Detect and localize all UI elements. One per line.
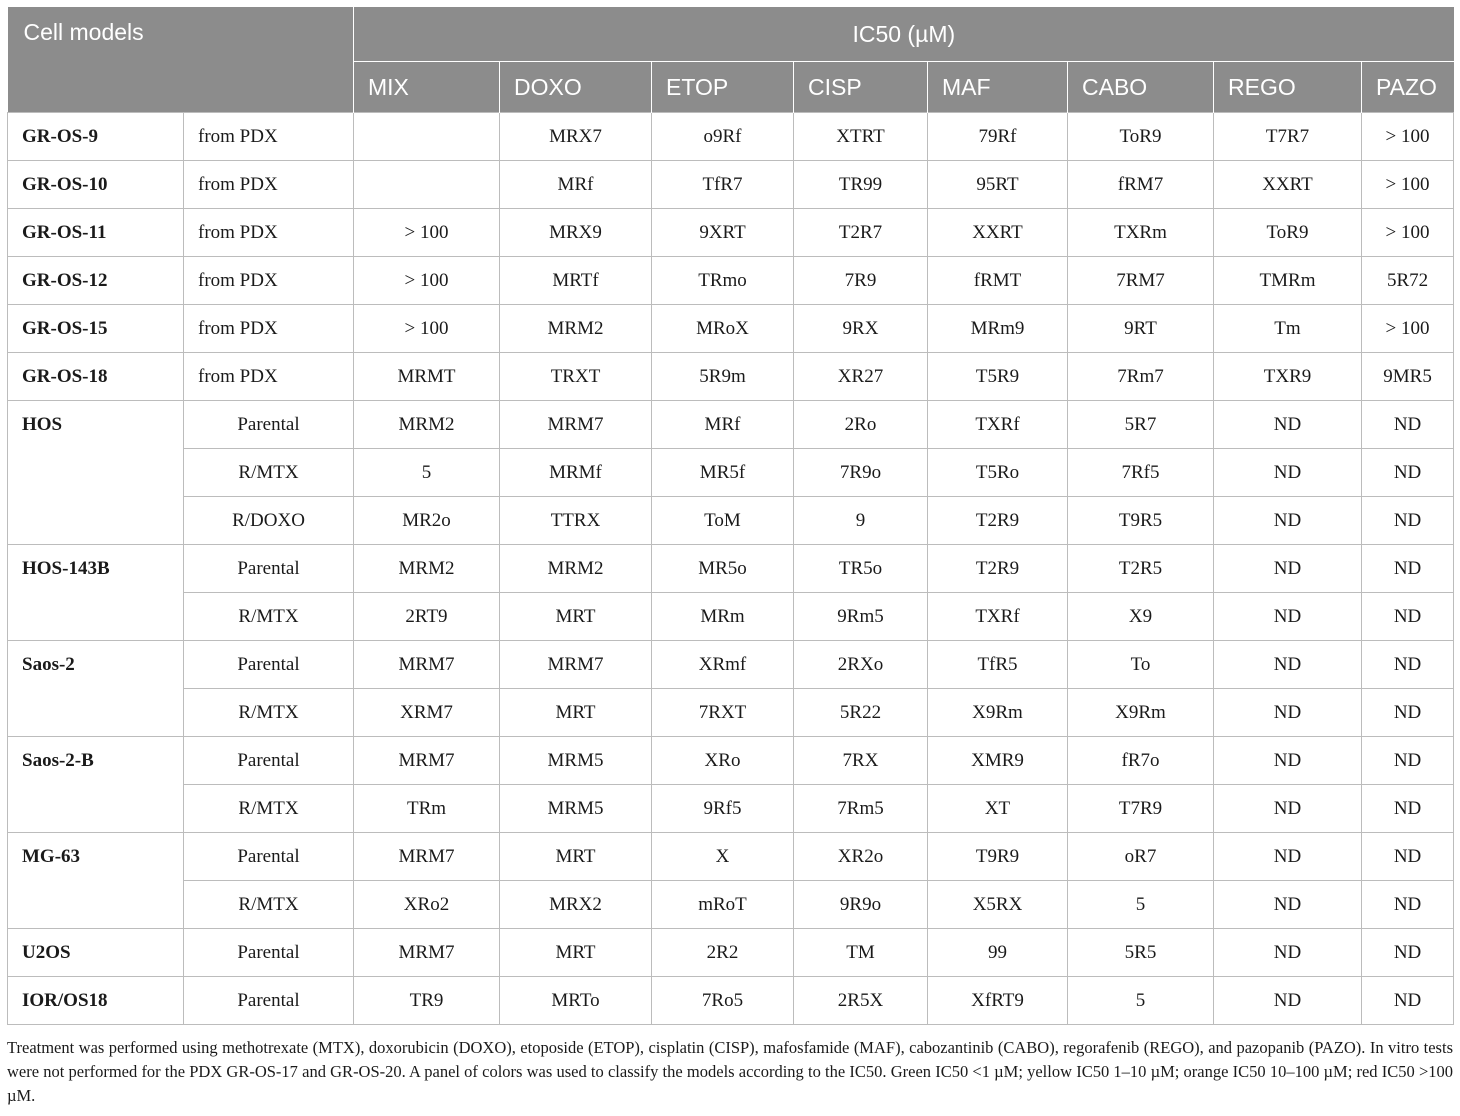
ic50-value-cell: ND [1362, 785, 1454, 833]
cell-model-type: Parental [184, 641, 354, 689]
drug-header: CABO [1068, 62, 1214, 113]
ic50-value-cell: T5Ro [928, 449, 1068, 497]
cell-model-type: from PDX [184, 161, 354, 209]
ic50-value-cell: 7RM7 [1068, 257, 1214, 305]
ic50-table [7, 7, 1454, 1025]
ic50-value-cell: ND [1362, 593, 1454, 641]
ic50-value-cell: 2Ro [794, 401, 928, 449]
cell-model-type: Parental [184, 737, 354, 785]
drug-header: MIX [354, 62, 500, 113]
ic50-value-cell: 9MR5 [1362, 353, 1454, 401]
cell-models-header: Cell models [8, 7, 354, 113]
ic50-value-cell: ND [1214, 449, 1362, 497]
ic50-value-cell [354, 113, 500, 161]
ic50-value-cell: 5R7 [1068, 401, 1214, 449]
ic50-value-cell: MRM2 [354, 545, 500, 593]
ic50-value-cell: ND [1214, 929, 1362, 977]
ic50-value-cell: 5R72 [1362, 257, 1454, 305]
ic50-value-cell: XXRT [1214, 161, 1362, 209]
table-row [8, 449, 1454, 497]
ic50-value-cell: 7Rm7 [1068, 353, 1214, 401]
ic50-value-cell: MRT [500, 929, 652, 977]
cell-model-name: GR-OS-12 [8, 257, 184, 305]
ic50-value-cell: 7R9 [794, 257, 928, 305]
table-row [8, 833, 1454, 881]
ic50-value-cell: 5 [354, 449, 500, 497]
table-row [8, 209, 1454, 257]
ic50-value-cell: 9R9o [794, 881, 928, 929]
ic50-value-cell: MRm [652, 593, 794, 641]
cell-model-type: R/MTX [184, 449, 354, 497]
cell-model-type: R/DOXO [184, 497, 354, 545]
ic50-value-cell: ND [1362, 401, 1454, 449]
ic50-value-cell: 99 [928, 929, 1068, 977]
cell-model-type: R/MTX [184, 593, 354, 641]
ic50-value-cell: T2R9 [928, 497, 1068, 545]
ic50-value-cell: TXRf [928, 593, 1068, 641]
ic50-value-cell: TfR7 [652, 161, 794, 209]
ic50-value-cell: TRmo [652, 257, 794, 305]
ic50-value-cell: XXRT [928, 209, 1068, 257]
ic50-value-cell: X9 [1068, 593, 1214, 641]
ic50-value-cell: X9Rm [1068, 689, 1214, 737]
ic50-value-cell: 7R9o [794, 449, 928, 497]
table-row [8, 785, 1454, 833]
ic50-value-cell: ND [1362, 689, 1454, 737]
table-row [8, 929, 1454, 977]
ic50-value-cell: MRT [500, 689, 652, 737]
table-row [8, 353, 1454, 401]
cell-model-name: HOS [8, 401, 184, 545]
ic50-value-cell: MR5o [652, 545, 794, 593]
ic50-value-cell: > 100 [1362, 209, 1454, 257]
table-row [8, 881, 1454, 929]
ic50-value-cell: 2RXo [794, 641, 928, 689]
table-row [8, 497, 1454, 545]
ic50-value-cell: 7Rm5 [794, 785, 928, 833]
table-row [8, 977, 1454, 1025]
ic50-value-cell: ND [1362, 737, 1454, 785]
cell-model-type: from PDX [184, 209, 354, 257]
cell-model-type: R/MTX [184, 881, 354, 929]
drug-header: MAF [928, 62, 1068, 113]
cell-model-type: Parental [184, 833, 354, 881]
ic50-value-cell: TR99 [794, 161, 928, 209]
ic50-value-cell: XRM7 [354, 689, 500, 737]
table-row [8, 545, 1454, 593]
ic50-value-cell: 2R2 [652, 929, 794, 977]
table-footnote: Treatment was performed using methotrexate (MTX), doxorubicin (DOXO), etoposide (ETOP), cisplatin (CISP), mafosfamide (MAF), cabozantinib (CABO), regorafenib (REGO), and pazopanib (PAZO). In vitro tests were not performed for the PDX GR-OS-17 and GR-OS-20. A panel of colors was used to classify the models according to the IC50. Green IC50 <1 µM; yellow IC50 1–10 µM; orange IC50 10–100 µM; red IC50 >100 µM. [7, 1038, 1453, 1105]
ic50-value-cell: 5R9m [652, 353, 794, 401]
ic50-value-cell: TXR9 [1214, 353, 1362, 401]
ic50-value-cell: MRM7 [354, 929, 500, 977]
ic50-value-cell: ND [1214, 737, 1362, 785]
ic50-value-cell: 7Rf5 [1068, 449, 1214, 497]
ic50-value-cell: 9RX [794, 305, 928, 353]
ic50-value-cell: MRTf [500, 257, 652, 305]
ic50-value-cell: TMRm [1214, 257, 1362, 305]
ic50-value-cell: 9XRT [652, 209, 794, 257]
ic50-value-cell: ND [1214, 833, 1362, 881]
ic50-value-cell: MRM7 [354, 833, 500, 881]
cell-model-type: Parental [184, 401, 354, 449]
ic50-value-cell: MRf [652, 401, 794, 449]
cell-model-name: MG-63 [8, 833, 184, 929]
cell-model-name: GR-OS-9 [8, 113, 184, 161]
ic50-value-cell: MRm9 [928, 305, 1068, 353]
ic50-value-cell: ND [1214, 497, 1362, 545]
cell-model-name: U2OS [8, 929, 184, 977]
ic50-value-cell: 2RT9 [354, 593, 500, 641]
ic50-value-cell: MRM2 [354, 401, 500, 449]
cell-model-name: GR-OS-15 [8, 305, 184, 353]
ic50-value-cell: 5R22 [794, 689, 928, 737]
ic50-value-cell: MRX9 [500, 209, 652, 257]
table-row [8, 641, 1454, 689]
ic50-value-cell: T7R7 [1214, 113, 1362, 161]
ic50-value-cell: 7Ro5 [652, 977, 794, 1025]
ic50-header: IC50 (µM) [354, 7, 1454, 62]
ic50-value-cell: ND [1362, 449, 1454, 497]
ic50-value-cell: ND [1214, 977, 1362, 1025]
ic50-value-cell: MRTo [500, 977, 652, 1025]
cell-model-type: from PDX [184, 353, 354, 401]
ic50-value-cell: ND [1362, 833, 1454, 881]
ic50-value-cell: XRo2 [354, 881, 500, 929]
ic50-value-cell: ND [1362, 545, 1454, 593]
ic50-value-cell: To [1068, 641, 1214, 689]
ic50-value-cell: MRMT [354, 353, 500, 401]
drug-header: DOXO [500, 62, 652, 113]
ic50-value-cell: TR5o [794, 545, 928, 593]
ic50-value-cell: TXRm [1068, 209, 1214, 257]
cell-model-type: Parental [184, 545, 354, 593]
ic50-value-cell: 95RT [928, 161, 1068, 209]
ic50-value-cell: TRm [354, 785, 500, 833]
ic50-value-cell: 9 [794, 497, 928, 545]
ic50-value-cell: ND [1214, 689, 1362, 737]
ic50-value-cell: > 100 [354, 305, 500, 353]
ic50-value-cell: XR27 [794, 353, 928, 401]
ic50-value-cell: T5R9 [928, 353, 1068, 401]
ic50-value-cell: > 100 [1362, 161, 1454, 209]
ic50-value-cell: T2R7 [794, 209, 928, 257]
ic50-value-cell: TTRX [500, 497, 652, 545]
ic50-value-cell: ND [1214, 785, 1362, 833]
ic50-value-cell: ND [1362, 929, 1454, 977]
ic50-value-cell: MRf [500, 161, 652, 209]
cell-model-name: IOR/OS18 [8, 977, 184, 1025]
ic50-value-cell: MRX7 [500, 113, 652, 161]
ic50-value-cell: TRXT [500, 353, 652, 401]
ic50-value-cell: fR7o [1068, 737, 1214, 785]
ic50-value-cell: MRM7 [354, 737, 500, 785]
ic50-value-cell: fRMT [928, 257, 1068, 305]
ic50-value-cell: 9Rm5 [794, 593, 928, 641]
ic50-value-cell: fRM7 [1068, 161, 1214, 209]
cell-model-type: R/MTX [184, 785, 354, 833]
ic50-value-cell: TM [794, 929, 928, 977]
ic50-value-cell: ToR9 [1068, 113, 1214, 161]
ic50-value-cell: 9Rf5 [652, 785, 794, 833]
cell-model-name: Saos-2-B [8, 737, 184, 833]
cell-model-name: Saos-2 [8, 641, 184, 737]
cell-model-type: from PDX [184, 257, 354, 305]
table-body [8, 113, 1454, 1025]
table-header [8, 7, 1454, 113]
ic50-value-cell: ToR9 [1214, 209, 1362, 257]
ic50-value-cell: ND [1362, 977, 1454, 1025]
ic50-value-cell: XfRT9 [928, 977, 1068, 1025]
ic50-value-cell: TfR5 [928, 641, 1068, 689]
ic50-value-cell: MR5f [652, 449, 794, 497]
ic50-value-cell: > 100 [354, 257, 500, 305]
table-row [8, 161, 1454, 209]
ic50-value-cell: mRoT [652, 881, 794, 929]
ic50-value-cell: T9R9 [928, 833, 1068, 881]
ic50-value-cell: oR7 [1068, 833, 1214, 881]
ic50-value-cell [354, 161, 500, 209]
ic50-table-container [7, 7, 1453, 1025]
cell-model-name: GR-OS-11 [8, 209, 184, 257]
ic50-value-cell: MRM2 [500, 305, 652, 353]
ic50-value-cell: ND [1214, 401, 1362, 449]
ic50-value-cell: X [652, 833, 794, 881]
ic50-value-cell: XRmf [652, 641, 794, 689]
drug-header: ETOP [652, 62, 794, 113]
ic50-value-cell: ND [1214, 881, 1362, 929]
ic50-value-cell: T2R9 [928, 545, 1068, 593]
ic50-value-cell: XTRT [794, 113, 928, 161]
ic50-value-cell: MR2o [354, 497, 500, 545]
ic50-value-cell: ND [1362, 641, 1454, 689]
ic50-value-cell: XMR9 [928, 737, 1068, 785]
ic50-value-cell: X9Rm [928, 689, 1068, 737]
ic50-value-cell: 9RT [1068, 305, 1214, 353]
ic50-value-cell: XT [928, 785, 1068, 833]
ic50-value-cell: MRMf [500, 449, 652, 497]
ic50-value-cell: XRo [652, 737, 794, 785]
table-row [8, 305, 1454, 353]
cell-model-type: from PDX [184, 305, 354, 353]
ic50-value-cell: MRM7 [354, 641, 500, 689]
ic50-value-cell: TR9 [354, 977, 500, 1025]
cell-model-type: R/MTX [184, 689, 354, 737]
ic50-value-cell: ND [1214, 641, 1362, 689]
ic50-value-cell: MRM7 [500, 401, 652, 449]
ic50-value-cell: ND [1362, 497, 1454, 545]
ic50-value-cell: MRoX [652, 305, 794, 353]
ic50-value-cell: ND [1214, 545, 1362, 593]
drug-header: PAZO [1362, 62, 1454, 113]
table-row [8, 257, 1454, 305]
ic50-value-cell: MRT [500, 833, 652, 881]
ic50-value-cell: > 100 [1362, 305, 1454, 353]
ic50-value-cell: > 100 [354, 209, 500, 257]
ic50-value-cell: X5RX [928, 881, 1068, 929]
cell-model-name: GR-OS-10 [8, 161, 184, 209]
ic50-value-cell: MRM5 [500, 785, 652, 833]
table-row [8, 113, 1454, 161]
ic50-value-cell: MRM5 [500, 737, 652, 785]
ic50-value-cell: TXRf [928, 401, 1068, 449]
ic50-value-cell: o9Rf [652, 113, 794, 161]
ic50-value-cell: ToM [652, 497, 794, 545]
cell-model-name: GR-OS-18 [8, 353, 184, 401]
ic50-value-cell: MRX2 [500, 881, 652, 929]
cell-model-name: HOS-143B [8, 545, 184, 641]
ic50-value-cell: 7RX [794, 737, 928, 785]
ic50-value-cell: 2R5X [794, 977, 928, 1025]
ic50-value-cell: T7R9 [1068, 785, 1214, 833]
table-row [8, 401, 1454, 449]
ic50-value-cell: MRM7 [500, 641, 652, 689]
cell-model-type: Parental [184, 929, 354, 977]
ic50-value-cell: MRM2 [500, 545, 652, 593]
ic50-value-cell: 5 [1068, 881, 1214, 929]
ic50-value-cell: ND [1214, 593, 1362, 641]
ic50-value-cell: T2R5 [1068, 545, 1214, 593]
ic50-value-cell: Tm [1214, 305, 1362, 353]
drug-header: CISP [794, 62, 928, 113]
ic50-value-cell: 7RXT [652, 689, 794, 737]
cell-model-type: Parental [184, 977, 354, 1025]
cell-model-type: from PDX [184, 113, 354, 161]
ic50-value-cell: T9R5 [1068, 497, 1214, 545]
ic50-value-cell: 5R5 [1068, 929, 1214, 977]
ic50-value-cell: 5 [1068, 977, 1214, 1025]
ic50-value-cell: ND [1362, 881, 1454, 929]
table-row [8, 689, 1454, 737]
drug-header: REGO [1214, 62, 1362, 113]
ic50-value-cell: > 100 [1362, 113, 1454, 161]
ic50-value-cell: XR2o [794, 833, 928, 881]
ic50-value-cell: 79Rf [928, 113, 1068, 161]
table-row [8, 737, 1454, 785]
table-row [8, 593, 1454, 641]
ic50-value-cell: MRT [500, 593, 652, 641]
